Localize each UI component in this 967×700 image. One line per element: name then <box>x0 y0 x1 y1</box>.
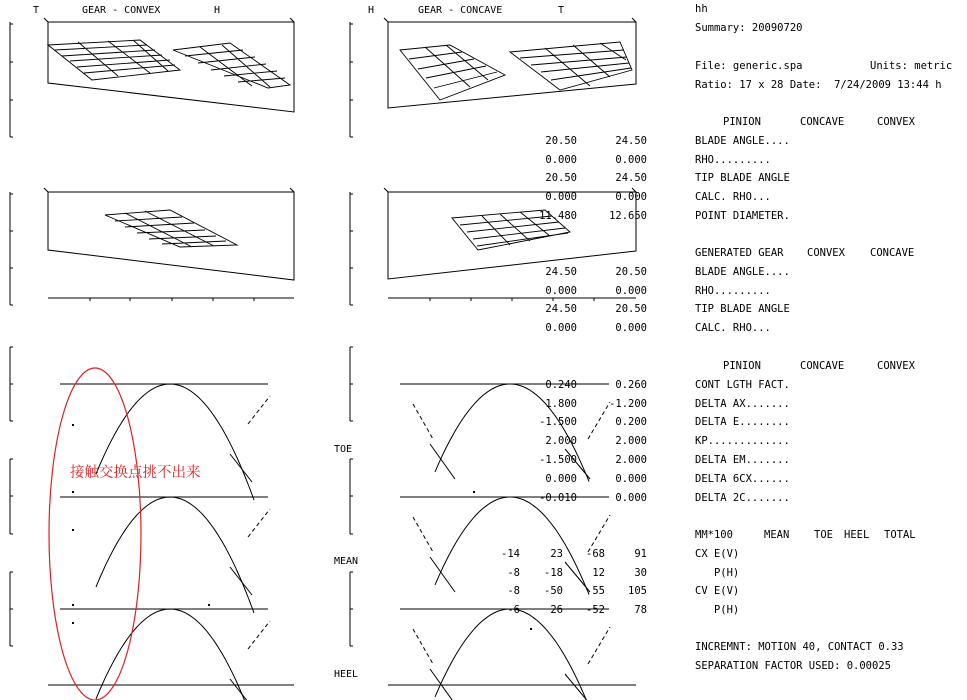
table-cell: 20.50 <box>615 265 647 278</box>
transmission-error-segment <box>430 444 455 479</box>
table-header-cell: HEEL <box>844 529 870 541</box>
table-cell: 0.240 <box>545 378 577 391</box>
table-cell: 91 <box>634 547 647 560</box>
right-toe-label: T <box>558 5 565 16</box>
table-cell: RHO......... <box>695 284 771 297</box>
table-cell: 0.000 <box>545 322 577 335</box>
summary-name: hh <box>695 3 708 15</box>
table-cell: 11.480 <box>539 210 577 222</box>
table-cell: DELTA 2C....... <box>695 491 790 504</box>
table-cell: 24.50 <box>545 303 577 316</box>
table-cell: 0.000 <box>615 472 647 485</box>
table-cell: CALC. RHO... <box>695 191 771 204</box>
table-cell: 0.000 <box>545 472 577 485</box>
table-cell: 78 <box>634 604 647 617</box>
table-cell: -14 <box>501 547 520 560</box>
transmission-error-segment <box>413 404 433 439</box>
table-cell: 0.000 <box>615 284 647 297</box>
table-cell: DELTA E........ <box>695 416 790 429</box>
table-cell: 20.50 <box>545 134 577 147</box>
table-cell: 2.000 <box>615 435 647 448</box>
left-heel-label: H <box>214 5 221 16</box>
table-header-cell: CONCAVE <box>870 247 915 259</box>
table-header-cell: TOTAL <box>884 529 916 541</box>
table-cell: -1.200 <box>609 397 647 410</box>
table-cell: 0.000 <box>615 491 647 504</box>
transmission-error-curve <box>96 497 254 613</box>
transmission-error-segment <box>230 567 252 595</box>
table-cell: 24.50 <box>615 172 647 185</box>
file-label: File: generic.spa <box>695 60 803 72</box>
table-cell: DELTA EM....... <box>695 454 790 466</box>
table-cell: CX E(V) <box>695 547 740 560</box>
table-cell: 0.000 <box>615 153 647 166</box>
table-header-cell: PINION <box>723 116 761 128</box>
table-cell: 0.000 <box>615 191 647 204</box>
table-header-cell: CONVEX <box>877 116 915 128</box>
table-cell: -68 <box>586 547 605 560</box>
table-header-cell: CONVEX <box>877 360 915 372</box>
annotation-text: 接触交换点挑不出来 <box>70 465 201 481</box>
separation-line: SEPARATION FACTOR USED: 0.00025 <box>695 660 891 672</box>
table-header-cell: CONCAVE <box>800 360 845 372</box>
table-cell: -0.010 <box>539 491 577 504</box>
table-cell: 0.200 <box>615 416 647 429</box>
table-cell: BLADE ANGLE.... <box>695 265 790 278</box>
annotation-ellipse <box>49 368 141 700</box>
table-cell: 1.800 <box>545 397 577 410</box>
table-cell: 2.000 <box>545 435 577 448</box>
table-header-cell: CONCAVE <box>800 116 845 128</box>
table-header-cell: MEAN <box>764 529 790 541</box>
transmission-error-segment <box>588 627 610 664</box>
table-cell: 20.50 <box>545 172 577 185</box>
table-cell: POINT DIAMETER. <box>695 210 790 222</box>
transmission-error-curve <box>96 384 254 500</box>
ratio-line: Ratio: 17 x 28 Date: 7/24/2009 13:44 h <box>695 79 942 91</box>
table-cell: -1.500 <box>539 416 577 429</box>
transmission-error-segment <box>413 517 433 552</box>
table-cell: 12.650 <box>609 210 647 222</box>
table-header-cell: MM*100 <box>695 529 733 541</box>
table-cell: TIP BLADE ANGLE <box>695 172 790 185</box>
table-cell: DELTA AX....... <box>695 397 790 410</box>
table-cell: P(H) <box>695 566 740 579</box>
table-cell: 0.000 <box>545 284 577 297</box>
table-cell: TIP BLADE ANGLE <box>695 303 790 316</box>
table-cell: 20.50 <box>615 303 647 316</box>
table-cell: CV E(V) <box>695 585 740 598</box>
transmission-error-segment <box>230 679 252 700</box>
table-cell: -8 <box>507 585 520 598</box>
table-header-cell: TOE <box>814 529 833 541</box>
table-cell: 24.50 <box>615 134 647 147</box>
transmission-error-segment <box>588 402 610 439</box>
table-cell: -50 <box>544 585 563 598</box>
transmission-error-segment <box>588 515 610 552</box>
table-cell: CONT LGTH FACT. <box>695 378 790 391</box>
transmission-error-curve <box>435 609 589 700</box>
transmission-error-curve <box>96 609 254 700</box>
increment-line: INCREMNT: MOTION 40, CONTACT 0.33 <box>695 641 904 653</box>
row-label-toe: TOE <box>334 444 353 455</box>
table-cell: CALC. RHO... <box>695 322 771 335</box>
table-cell: 26 <box>550 604 563 617</box>
table-header-cell: CONVEX <box>807 247 845 259</box>
summary-date: Summary: 20090720 <box>695 22 803 34</box>
transmission-error-curve <box>435 497 589 598</box>
summary-panel <box>501 0 967 700</box>
transmission-error-segment <box>248 509 270 537</box>
table-cell: RHO......... <box>695 153 771 166</box>
table-cell: -6 <box>507 604 520 617</box>
table-cell: 2.000 <box>615 454 647 466</box>
row-label-mean: MEAN <box>334 556 359 567</box>
transmission-error-segment <box>248 396 270 424</box>
table-cell: 0.000 <box>545 153 577 166</box>
table-cell: 30 <box>634 566 647 579</box>
transmission-error-segment <box>565 674 590 700</box>
table-cell: -8 <box>507 566 520 579</box>
table-cell: KP............. <box>695 435 790 448</box>
table-cell: 0.000 <box>545 191 577 204</box>
table-cell: -18 <box>544 566 563 579</box>
table-cell: 23 <box>550 547 563 560</box>
table-cell: DELTA 6CX...... <box>695 472 790 485</box>
table-cell: -1.500 <box>539 454 577 466</box>
transmission-error-segment <box>413 629 433 664</box>
table-cell: BLADE ANGLE.... <box>695 134 790 147</box>
transmission-error-segment <box>230 454 252 482</box>
units-label: Units: metric <box>870 60 953 72</box>
table-cell: 24.50 <box>545 265 577 278</box>
right-panel-title: GEAR - CONCAVE <box>418 5 503 16</box>
table-cell: 0.260 <box>615 378 647 391</box>
table-header-cell: PINION <box>723 360 761 372</box>
transmission-error-segment <box>565 562 590 592</box>
table-header-cell: GENERATED GEAR <box>695 247 784 259</box>
table-cell: 0.000 <box>615 322 647 335</box>
table-cell: P(H) <box>695 604 740 617</box>
left-panel-title: GEAR - CONVEX <box>82 5 161 16</box>
transmission-error-segment <box>430 557 455 592</box>
table-cell: 12 <box>592 566 605 579</box>
table-cell: 55 <box>592 585 605 598</box>
row-label-heel: HEEL <box>334 669 359 680</box>
table-cell: -52 <box>586 604 605 617</box>
right-heel-label: H <box>368 5 375 16</box>
table-cell: 105 <box>628 585 647 598</box>
transmission-error-segment <box>248 621 270 649</box>
left-toe-label: T <box>33 5 40 16</box>
